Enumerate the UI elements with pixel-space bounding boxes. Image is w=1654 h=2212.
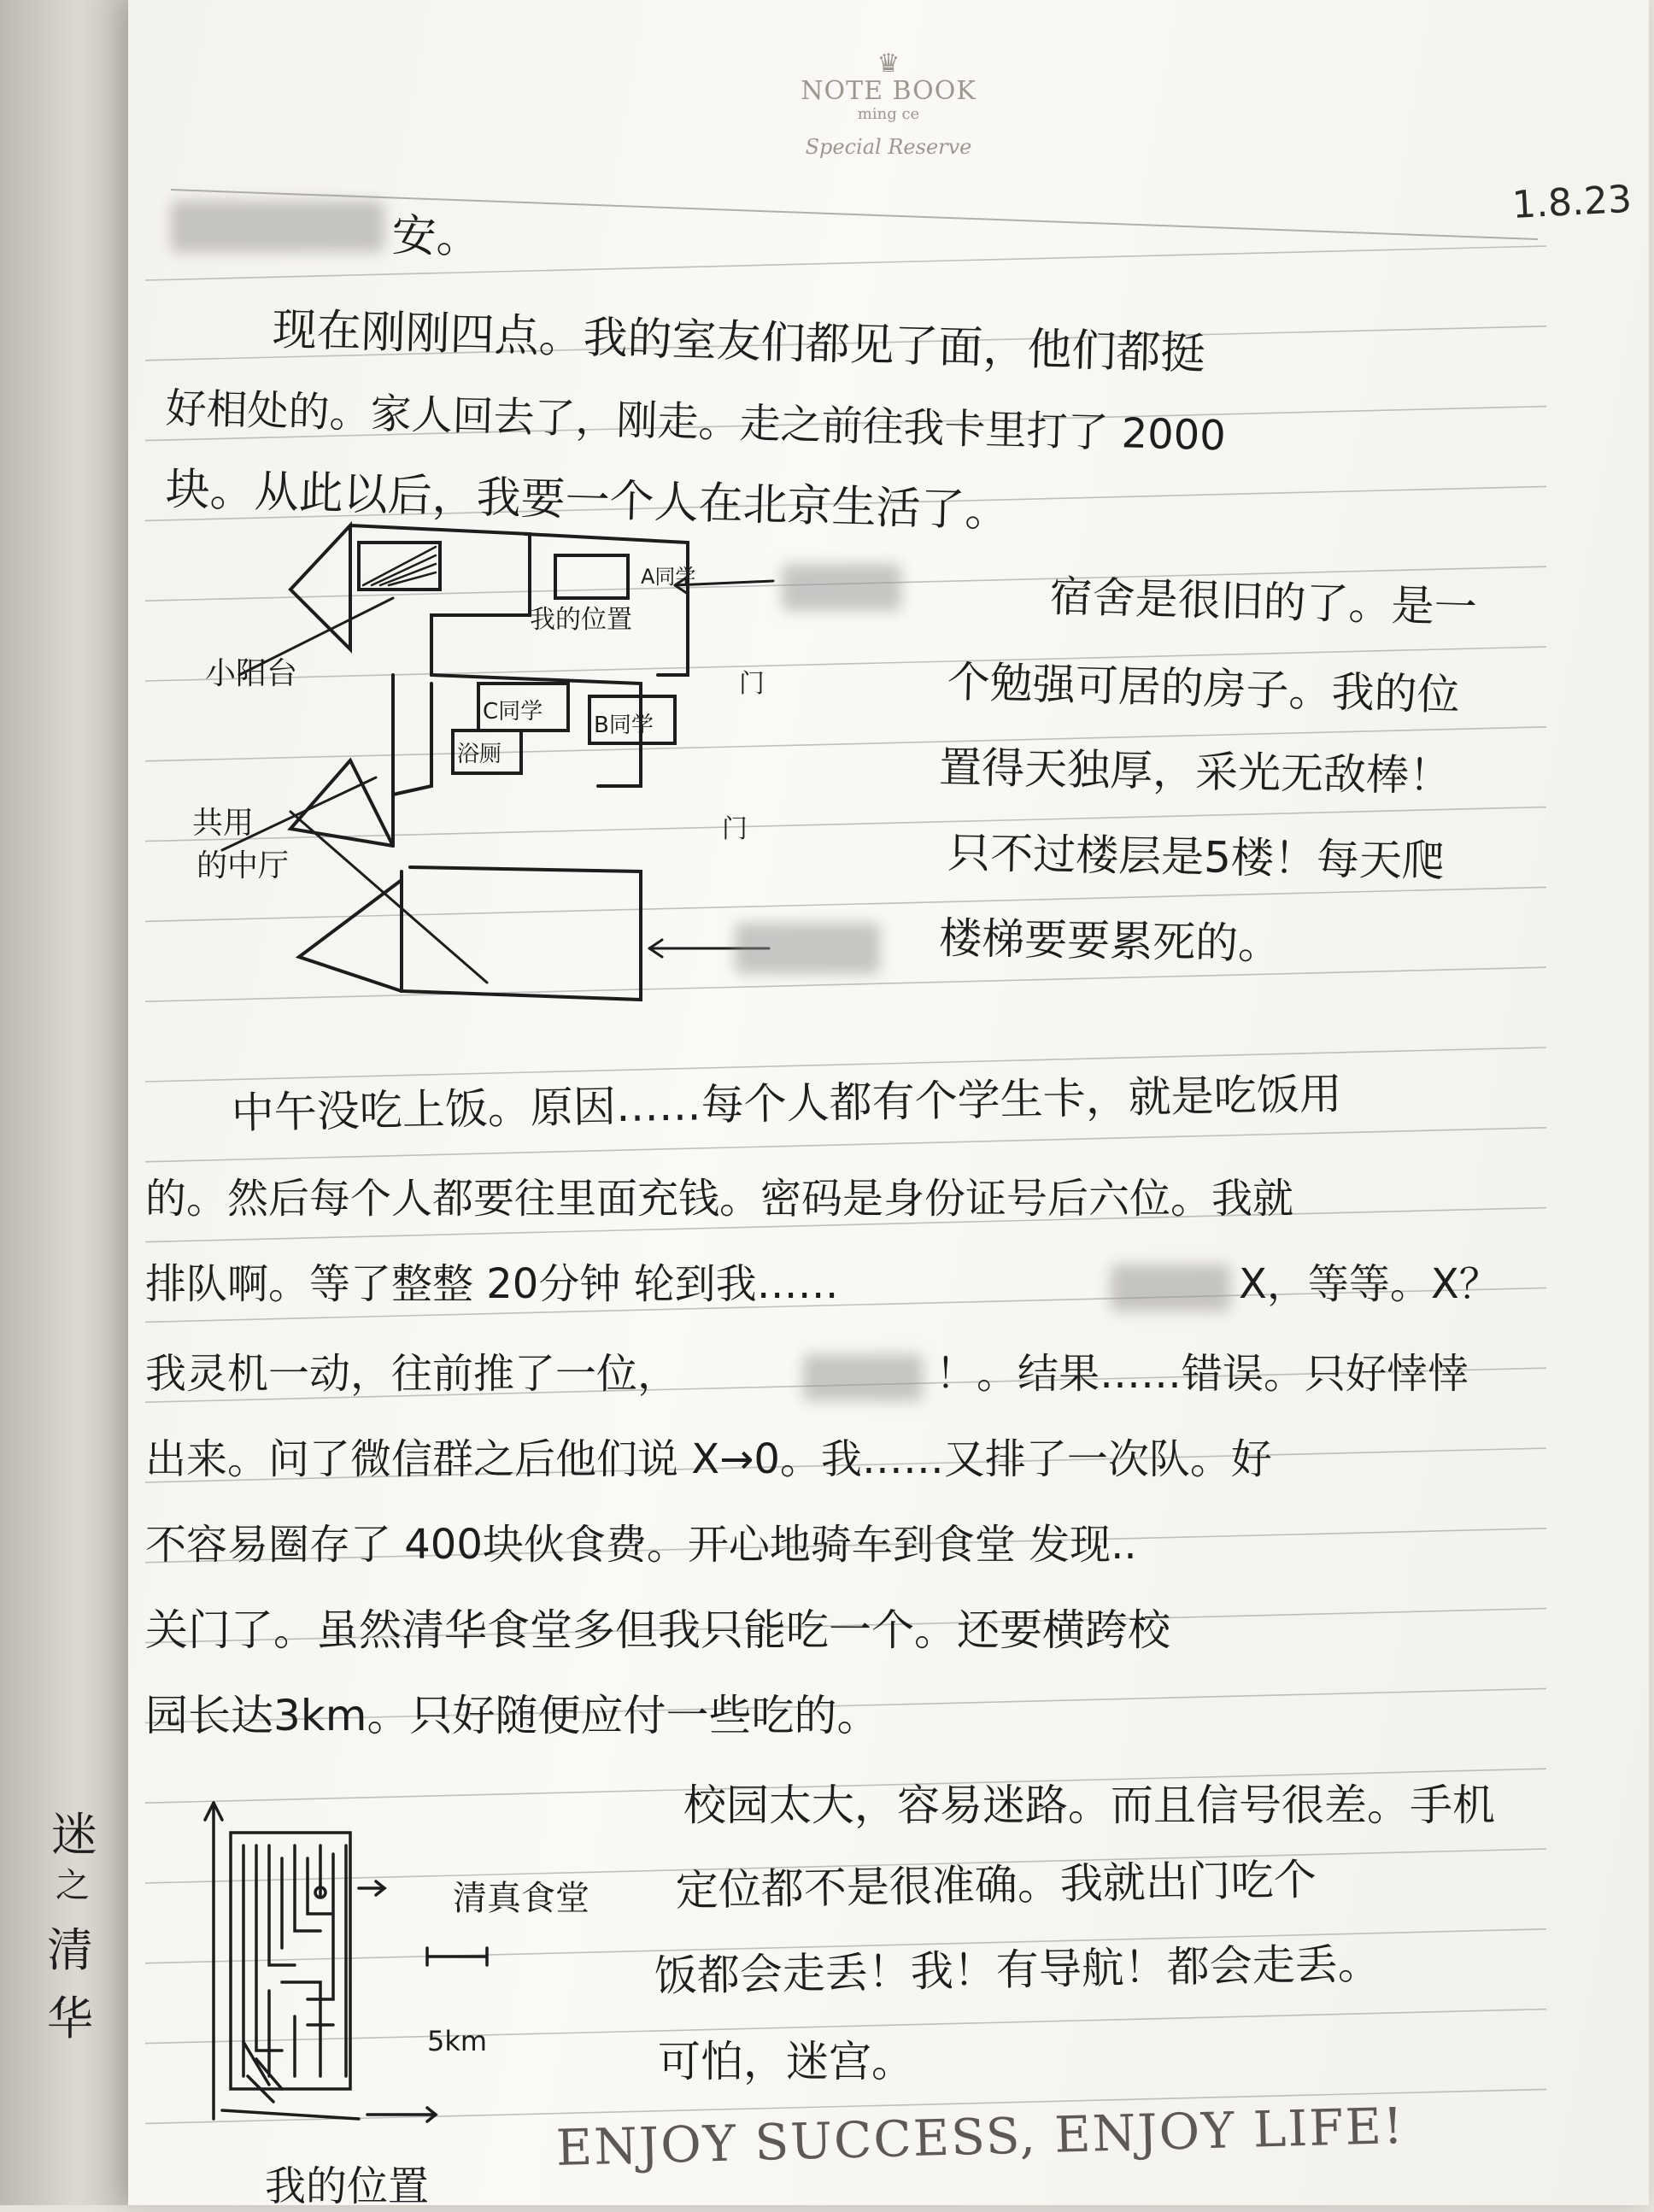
blurred-password-2 — [803, 1354, 923, 1401]
label-door-2: 门 — [722, 814, 748, 844]
maze-title-2: 之 — [56, 1866, 90, 1905]
label-door-1: 门 — [739, 669, 765, 699]
notebook-page — [47, 0, 1649, 2210]
blurred-password-1 — [1111, 1264, 1230, 1311]
p2-line-2: 的。然后每个人都要往里面充钱。密码是身份证号后六位。我就 — [145, 1175, 1294, 1223]
notebook-brand — [128, 51, 1649, 159]
label-common-hall-1: 共用 — [192, 806, 255, 841]
maze-title-3: 清 — [47, 1923, 93, 1977]
dorm-line-1: 宿舍是很旧的了。是一 — [1048, 571, 1478, 633]
p2-line-4: 我灵机一动，往前推了一位， — [145, 1350, 679, 1398]
entry-date: 1.8.23 — [1510, 177, 1633, 227]
blurred-name — [171, 201, 384, 252]
p2-line-8: 园长达3km。只好随便应付一些吃的。 — [145, 1691, 880, 1740]
label-bathroom: 浴厕 — [457, 742, 502, 767]
p2-line-6: 不容易圈存了 400块伙食费。开心地骑车到食堂 发现.. — [145, 1521, 1137, 1569]
brand-sub: ming ce — [857, 105, 920, 123]
p2-line-3-tail: X，等等。X？ — [1239, 1260, 1500, 1308]
brand-name: NOTE BOOK — [801, 76, 977, 106]
p2-line-1: 中午没吃上饭。原因……每个人都有个学生卡，就是吃饭用 — [231, 1069, 1343, 1138]
dorm-line-4: 只不过楼层是5楼！每天爬 — [947, 827, 1446, 887]
p3-line-4: 可怕，迷宫。 — [658, 2037, 914, 2086]
p2-line-3: 排队啊。等了整整 20分钟 轮到我…… — [145, 1260, 839, 1308]
label-common-hall-2: 的中厅 — [196, 848, 290, 883]
maze-scale: 5km — [427, 2025, 488, 2057]
label-bed-c: C同学 — [483, 699, 543, 725]
footer-slogan: ENJOY SUCCESS, ENJOY LIFE! — [555, 2096, 1405, 2177]
p1-line-3: 块。从此以后，我要一个人在北京生活了。 — [164, 463, 1011, 537]
p2-line-4-tail: ！。结果……错误。只好悻悻 — [936, 1350, 1469, 1398]
greeting: 安。 — [390, 209, 482, 264]
label-bed-a: A同学 — [641, 565, 696, 589]
maze-sketch — [128, 1794, 521, 2136]
p2-line-5: 出来。问了微信群之后他们说 X→0。我……又排了一次队。好 — [145, 1435, 1272, 1483]
bed-a — [555, 555, 628, 598]
dorm-line-5: 楼梯要要累死的。 — [938, 912, 1282, 969]
room-top-wall — [290, 525, 350, 649]
p3-line-1: 校园太大，容易迷路。而且信号很差。手机 — [683, 1781, 1495, 1830]
maze-destination: 清真食堂 — [453, 1879, 589, 1918]
p3-line-2: 定位都不是很准确。我就出门吃个 — [675, 1854, 1317, 1916]
maze-title-4: 华 — [47, 1992, 93, 2045]
dorm-line-2: 个勉强可居的房子。我的位 — [946, 656, 1461, 720]
brand-tagline: Special Reserve — [805, 135, 972, 159]
label-bed-b: B同学 — [594, 713, 654, 738]
p1-line-2: 好相处的。家人回去了，刚走。走之前往我卡里打了 2000 — [165, 384, 1227, 461]
dorm-line-3: 置得天独厚，采光无敌棒！ — [938, 742, 1452, 801]
maze-title-1: 迷 — [51, 1808, 97, 1862]
footer-note: 我的位置 — [265, 2162, 430, 2210]
p1-line-1: 现在刚刚四点。我的室友们都见了面，他们都挺 — [271, 303, 1206, 380]
label-balcony: 小阳台 — [205, 656, 298, 691]
p2-line-7: 关门了。虽然清华食堂多但我只能吃一个。还要横跨校 — [145, 1605, 1170, 1655]
label-my-position: 我的位置 — [530, 605, 632, 635]
p3-line-3: 饭都会走丢！我！有导航！都会走丢。 — [654, 1939, 1381, 2001]
blurred-label-1 — [782, 564, 901, 611]
crown-icon: ♛ — [877, 49, 900, 79]
blurred-label-2 — [735, 923, 880, 974]
